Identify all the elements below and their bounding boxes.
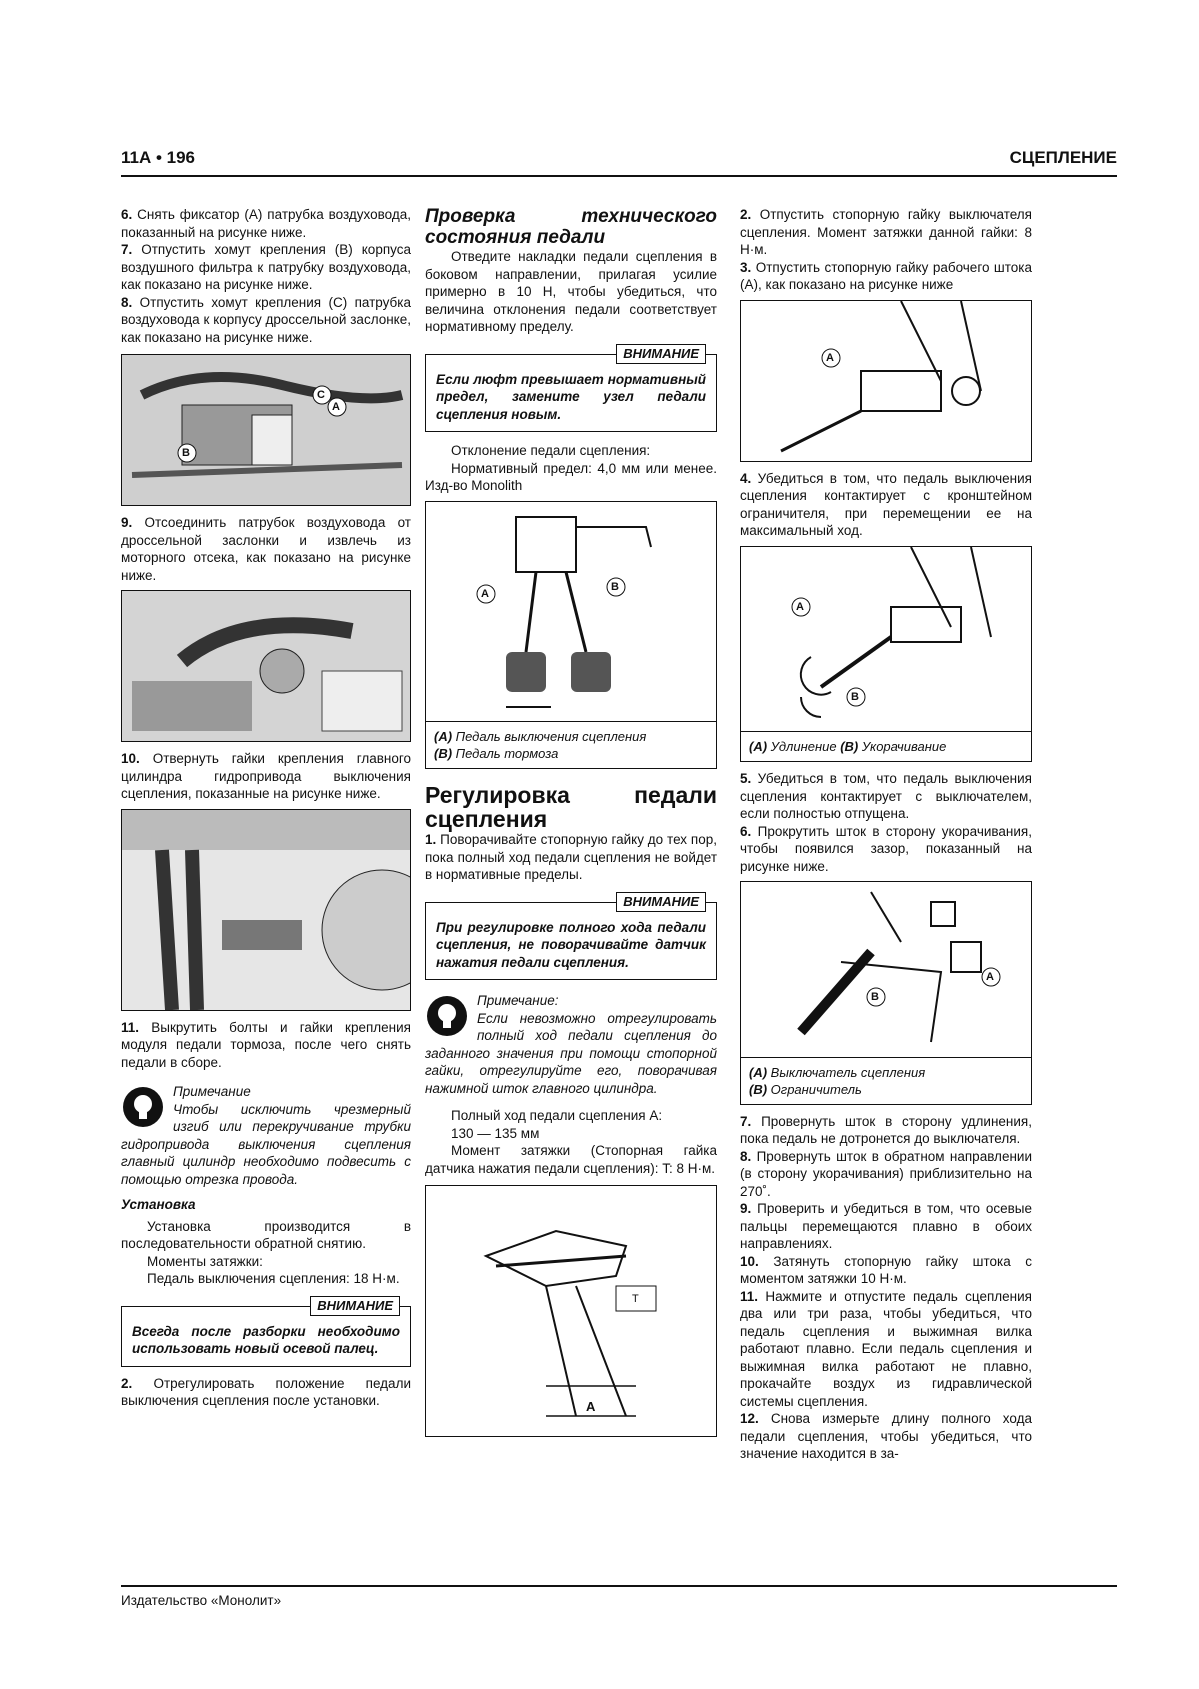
step-number: 11. <box>740 1288 759 1304</box>
rod-caption <box>741 731 1031 761</box>
step-number: 11. <box>121 1019 140 1035</box>
switch-figure <box>740 881 1032 1105</box>
warning-tag: ВНИМАНИЕ <box>310 1296 400 1316</box>
section-heading-check: Проверка технического состояния педали <box>425 206 717 248</box>
step-9-text: Проверить и убедиться в том, что осевые пальцы перемещаются плавно в обоих направлениях. <box>740 1201 1032 1251</box>
step-11-text: Выкрутить болты и гайки крепления модуля педали тормоза, после чего снять педали в сборе. <box>121 1019 411 1070</box>
note-text: Чтобы исключить чрезмерный изгиб или перекручивание трубки гидропривода выключения сцепления главный цилиндр необходимо подвесить с помощью отрезка провода. <box>121 1101 411 1187</box>
engine-photo-1 <box>121 354 411 506</box>
step-number: 10. <box>740 1253 759 1269</box>
step-number: 12. <box>740 1411 759 1426</box>
engine-photo-3 <box>121 809 411 1011</box>
step-number: 3. <box>740 259 752 275</box>
step-6-text: Снять фиксатор (А) патрубка воздуховода, показанный на рисунке ниже. <box>121 207 411 240</box>
section-heading-adjust: Регулировка педали сцепления <box>425 782 717 832</box>
locknut-figure <box>740 300 1032 462</box>
step-number: 10. <box>121 751 140 766</box>
caption-key: (A) <box>749 1064 768 1080</box>
step-3-text: Отпустить стопорную гайку рабочего штока (А), как показано на рисунке ниже <box>740 259 1032 292</box>
step-7-text: Провернуть шток в сторону удлинения, пока педаль не дотронется до выключателя. <box>740 1113 1032 1146</box>
pedal-figure <box>425 501 717 770</box>
column-2 <box>425 206 717 1437</box>
step-5-text: Убедиться в том, что педаль выключения сцепления контактирует с выключателем, если полностью отпущена. <box>740 771 1032 821</box>
page-number: 11А • 196 <box>121 148 196 167</box>
torque-text: Педаль выключения сцепления: 18 Н·м. <box>147 1271 400 1286</box>
label-b: B <box>871 991 879 1003</box>
step-7-text: Отпустить хомут крепления (В) корпуса воздушного фильтра к патрубку воздуховода, как показано на рисунке ниже. <box>121 242 411 292</box>
warning-tag: ВНИМАНИЕ <box>616 892 706 912</box>
warning-tag: ВНИМАНИЕ <box>616 344 706 364</box>
step-number: 6. <box>740 823 752 839</box>
section-title: СЦЕПЛЕНИЕ <box>1009 148 1117 167</box>
step-number: 9. <box>121 515 133 530</box>
note-block <box>121 1083 411 1188</box>
caption-key: (B) <box>840 739 859 754</box>
step-8-text: Провернуть шток в обратном направлении (в сторону укорачивания) приблизительно на 270˚. <box>740 1148 1032 1199</box>
publisher-footer: Издательство «Монолит» <box>121 1593 282 1608</box>
warning-text: Если люфт превышает нормативный предел, замените узел педали сцепления новым. <box>436 371 706 422</box>
rod-figure <box>740 546 1032 763</box>
label-b: B <box>851 690 859 703</box>
torque-heading: Моменты затяжки: <box>147 1253 263 1269</box>
label-t: T <box>632 1293 639 1305</box>
note-block-2 <box>425 992 717 1097</box>
label-a: A <box>796 600 804 613</box>
pedal-diagram <box>426 502 716 717</box>
column-3 <box>740 206 1032 1463</box>
label-b: B <box>611 580 619 593</box>
step-12-text: Снова измерьте длину полного хода педали сцепления, чтобы убедиться, что значение находится в за- <box>740 1411 1032 1461</box>
step-number: 7. <box>740 1113 752 1129</box>
torque-text: Момент затяжки (Стопорная гайка датчика нажатия педали сцепления): T: 8 Н·м. <box>425 1143 717 1176</box>
switch-diagram <box>741 882 1032 1052</box>
step-number: 2. <box>740 207 752 222</box>
warning-text: Всегда после разборки необходимо использовать новый осевой палец. <box>132 1323 400 1356</box>
rod-diagram <box>741 547 1032 727</box>
caption-b: Укорачивание <box>861 739 947 754</box>
note-title: Примечание: <box>477 993 559 1008</box>
step-8-text: Отпустить хомут крепления (С) патрубка воздуховода к корпусу дроссельной заслонке, как показано на рисунке ниже. <box>121 294 411 345</box>
lightbulb-icon <box>121 1085 165 1129</box>
step-number: 4. <box>740 470 752 486</box>
step-number: 8. <box>121 294 133 310</box>
step-11-text: Нажмите и отпустите педаль сцепления два или три раза, чтобы убедиться, что педаль сцепления и выжимная вилка работают плавно. Если педаль сцепления и выжимная вилка работают не плавно, прокачайте воздух из гидравлической системы сцепления. <box>740 1288 1032 1409</box>
check-text: Отведите накладки педали сцепления в боковом направлении, прилагая усилие примерно в 10 Н, чтобы убедиться, что величина отклонения педали соответствует нормативному пределу. <box>425 249 717 334</box>
pedal-assembly-diagram <box>426 1186 716 1436</box>
engine-photo-3-drawing <box>122 810 411 1010</box>
label-a: A <box>332 401 340 413</box>
engine-photo-2-drawing <box>122 591 411 741</box>
locknut-diagram <box>741 301 1032 461</box>
label-c: C <box>317 389 325 401</box>
lightbulb-icon <box>425 994 469 1038</box>
caption-key: (A) <box>749 739 768 754</box>
step-number: 8. <box>740 1148 752 1164</box>
dimension-label: A <box>586 1399 596 1414</box>
warning-box <box>121 1297 411 1367</box>
caption-b: Ограничитель <box>770 1081 862 1097</box>
label-a: A <box>826 351 834 364</box>
pedal-assembly-figure <box>425 1185 717 1437</box>
travel-value: 130 — 135 мм <box>451 1125 540 1141</box>
note-text: Если невозможно отрегулировать полный ход педали сцепления до заданного значения при помощи стопорной гайки, отрегулируйте его, поворачивая нажимной шток главного цилиндра. <box>425 1010 717 1096</box>
step-number: 7. <box>121 242 133 257</box>
deviation-label: Отклонение педали сцепления: <box>451 443 651 458</box>
caption-key: (B) <box>749 1081 768 1097</box>
step-9-text: Отсоединить патрубок воздуховода от дроссельной заслонки и извлечь из моторного отсека, как показано на рисунке ниже. <box>121 515 411 583</box>
step-number: 1. <box>425 832 437 847</box>
warning-box-1 <box>425 345 717 433</box>
warning-box-2 <box>425 893 717 981</box>
step-2-text: Отпустить стопорную гайку выключателя сцепления. Момент затяжки данной гайки: 8 Н·м. <box>740 207 1032 257</box>
step-6-text: Прокрутить шток в сторону укорачивания, чтобы появился зазор, показанный на рисунке ниже. <box>740 823 1032 874</box>
install-heading: Установка <box>121 1197 196 1212</box>
note-title: Примечание <box>173 1084 251 1099</box>
column-1 <box>121 206 411 1410</box>
caption-key: (B) <box>434 746 453 761</box>
label-a: A <box>481 587 489 600</box>
switch-caption <box>741 1057 1031 1104</box>
label-a: A <box>986 971 994 983</box>
step-number: 5. <box>740 771 752 786</box>
warning-text: При регулировке полного хода педали сцепления, не поворачивайте датчик нажатия педали сцепления. <box>436 919 706 970</box>
engine-photo-1-drawing <box>122 355 411 505</box>
caption-a: Педаль выключения сцепления <box>455 729 647 744</box>
caption-b: Педаль тормоза <box>455 746 559 761</box>
caption-key: (A) <box>434 729 453 744</box>
label-b: B <box>182 447 190 459</box>
deviation-limit: Нормативный предел: 4,0 мм или менее. Изд-во Monolith <box>425 460 717 493</box>
header-rule <box>121 175 1117 177</box>
step-number: 2. <box>121 1375 133 1391</box>
travel-label: Полный ход педали сцепления A: <box>451 1108 663 1123</box>
step-10-text: Затянуть стопорную гайку штока с моментом затяжки 10 Н·м. <box>740 1253 1032 1286</box>
footer-rule <box>121 1585 1117 1587</box>
step-number: 9. <box>740 1201 752 1216</box>
step-2-text: Отрегулировать положение педали выключения сцепления после установки. <box>121 1375 411 1408</box>
caption-a: Выключатель сцепления <box>770 1064 926 1080</box>
step-4-text: Убедиться в том, что педаль выключения сцепления контактирует с кронштейном ограничителя, при перемещении ее на максимальный ход. <box>740 470 1032 538</box>
install-text: Установка производится в последовательности обратной снятию. <box>121 1218 411 1251</box>
engine-photo-2 <box>121 590 411 742</box>
step-number: 6. <box>121 207 133 222</box>
step-10-text: Отвернуть гайки крепления главного цилиндра гидропривода выключения сцепления, показанные на рисунке ниже. <box>121 751 411 801</box>
adjust-step-1: Поворачивайте стопорную гайку до тех пор, пока полный ход педали сцепления не войдет в нормативные пределы. <box>425 832 717 882</box>
caption-a: Удлинение <box>770 739 837 754</box>
pedal-caption <box>426 721 716 768</box>
